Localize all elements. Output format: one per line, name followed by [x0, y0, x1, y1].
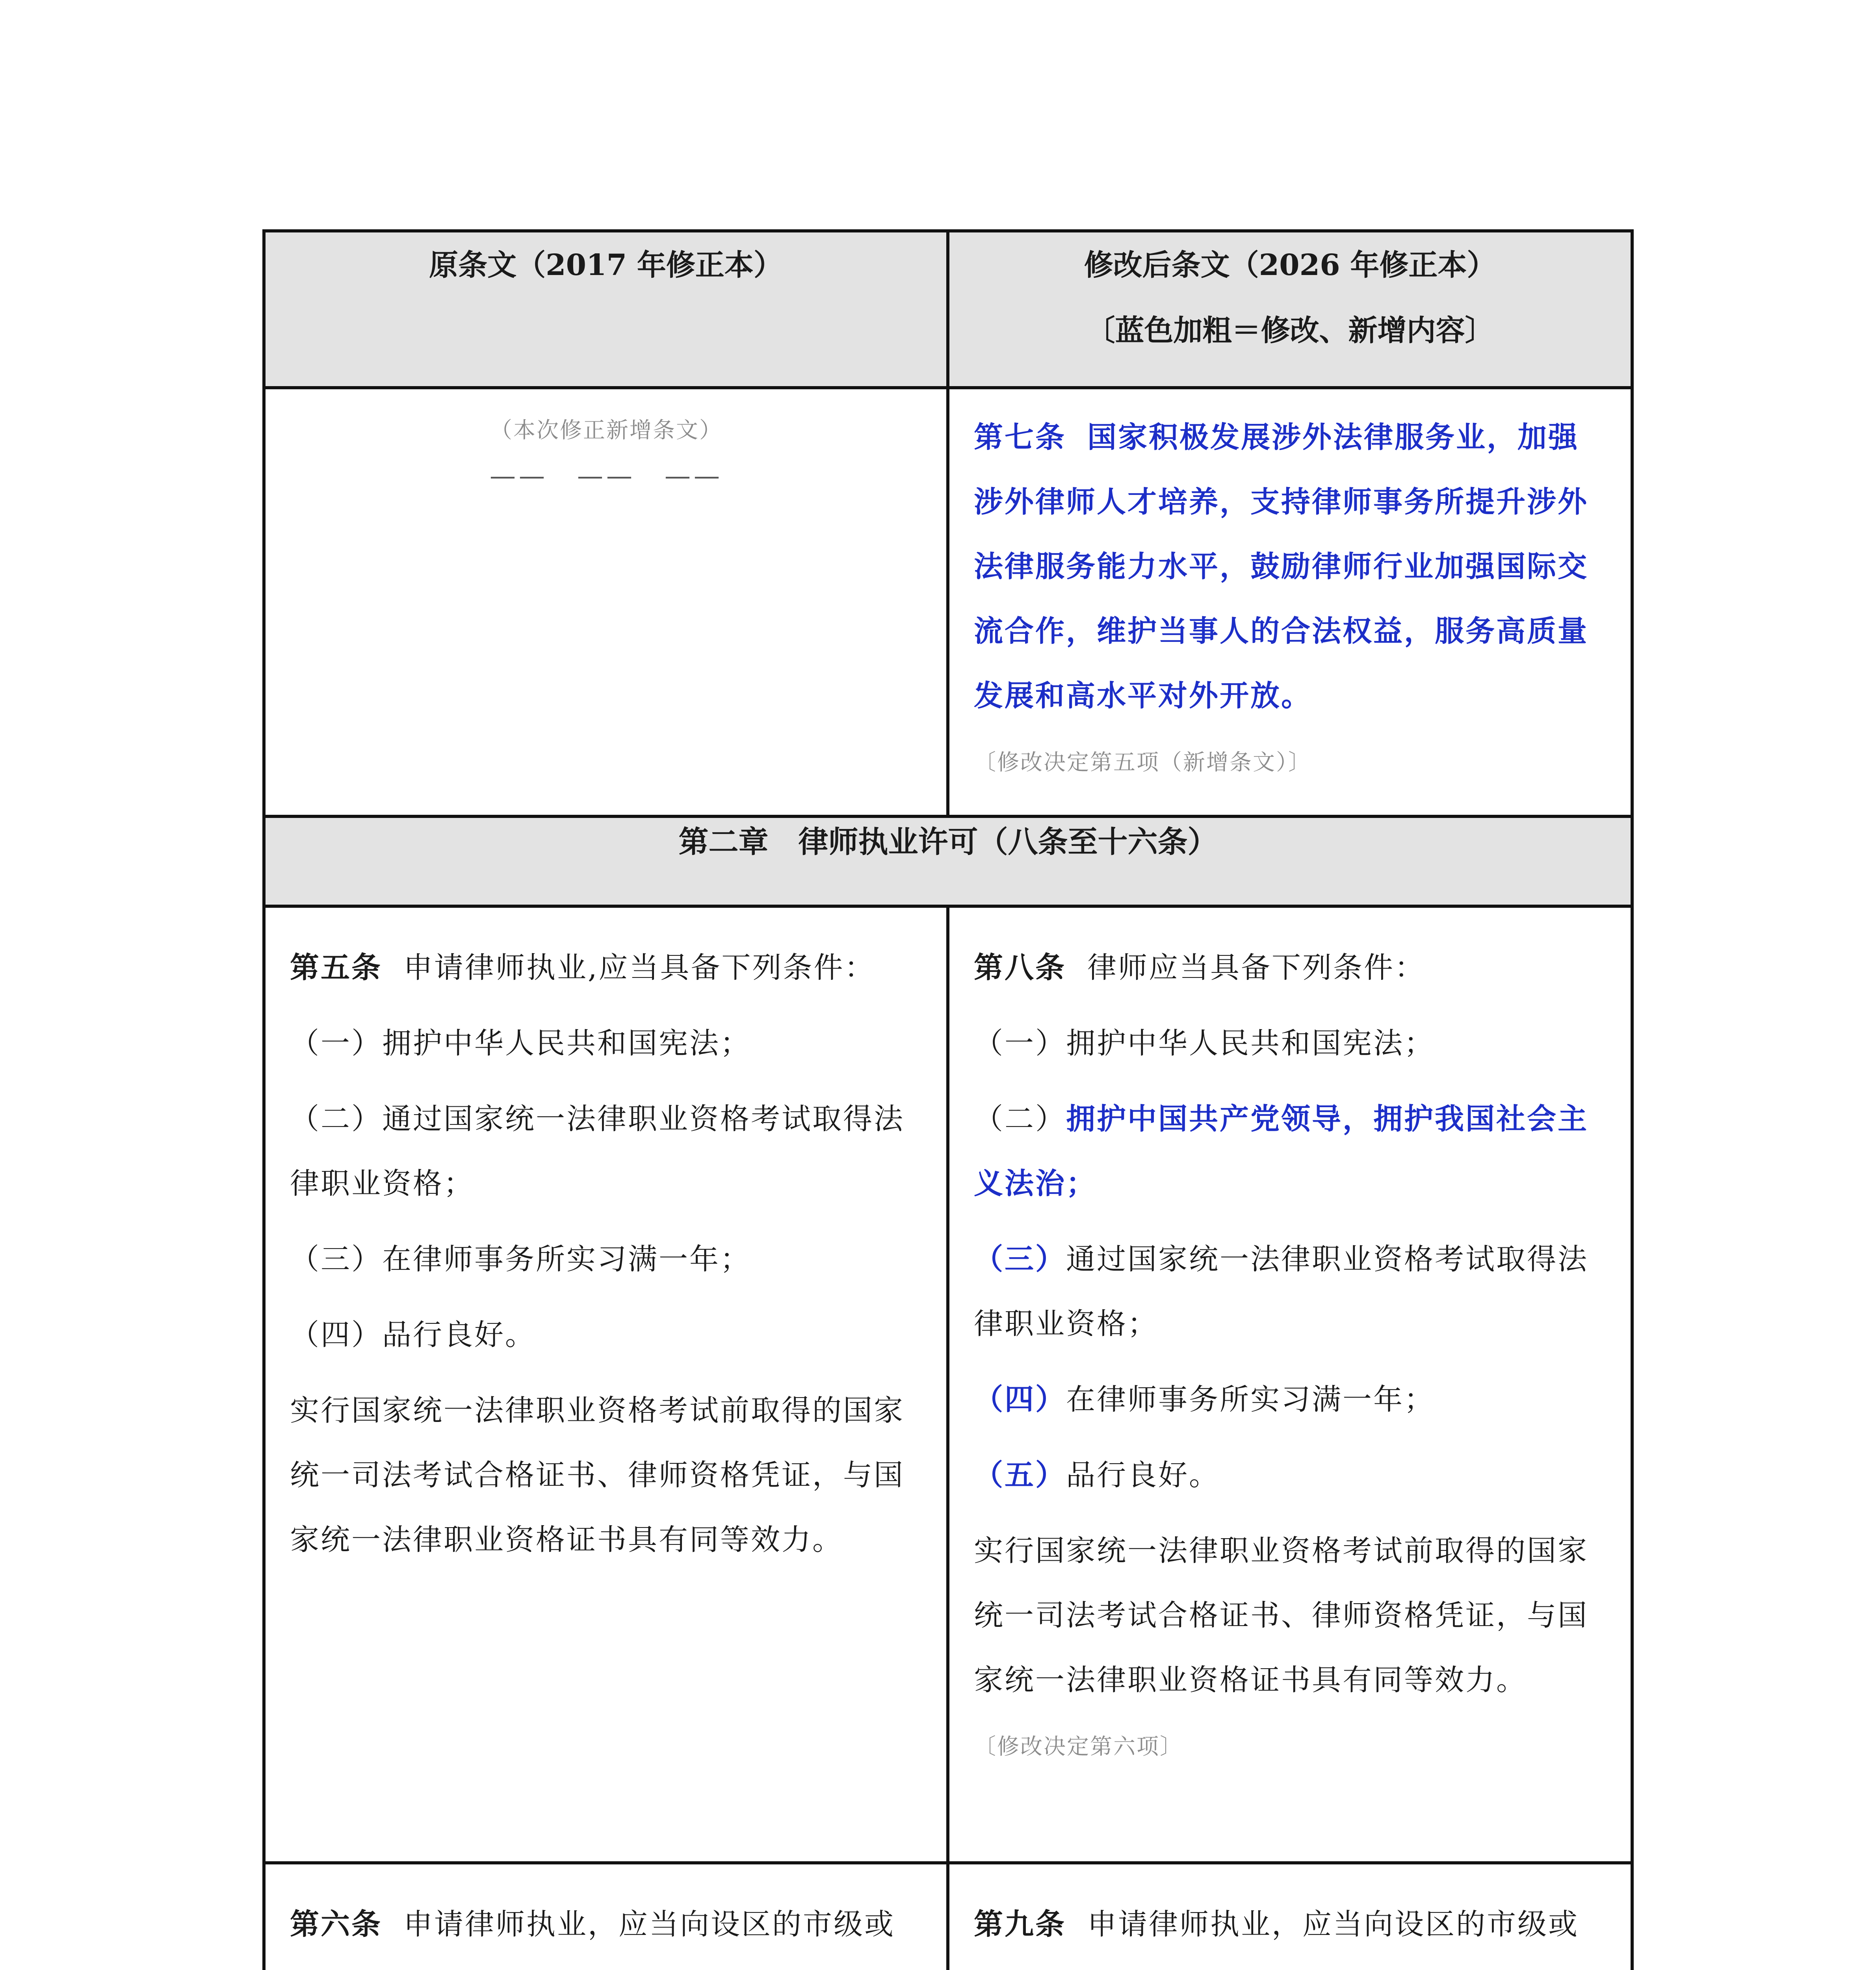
- article-label: 第五条: [290, 951, 382, 985]
- article-text: 国家积极发展涉外法律服务业，加强涉外律师人才培养，支持律师事务所提升涉外法律服务能力水平，鼓励律师行业加强国际交流合作，维护当事人的合法权益，服务高质量发展和高水平对外开放。: [974, 420, 1588, 713]
- article-label: 第九条: [974, 1907, 1066, 1941]
- article-text: 申请律师执业，应当向设区的市级或: [403, 1907, 895, 1941]
- header-original: [264, 231, 948, 388]
- article-text: 申请律师执业,应当具备下列条件：: [403, 951, 875, 985]
- header-revised-label: 修改后条文（2026 年修正本）: [1084, 248, 1496, 282]
- list-item: [974, 1087, 1607, 1216]
- list-item: （二）通过国家统一法律职业资格考试取得法律职业资格；: [290, 1102, 905, 1201]
- list-item: （一）拥护中华人民共和国宪法；: [974, 1026, 1435, 1060]
- table-row: [264, 906, 1632, 1863]
- cell-revised-art7: [948, 388, 1632, 816]
- article-5-intro: [290, 935, 923, 1000]
- cell-revised-art9: [948, 1863, 1632, 1970]
- article-8-intro: [974, 935, 1607, 1000]
- amendment-note: 〔修改决定第六项〕: [974, 1734, 1183, 1760]
- table-row: [264, 1863, 1632, 1970]
- item-text-new: 拥护中国共产党领导，拥护我国社会主义法治；: [974, 1102, 1588, 1201]
- article-text: 申请律师执业，应当向设区的市级或: [1087, 1907, 1579, 1941]
- article-9-intro: [974, 1892, 1607, 1970]
- article-tail: 实行国家统一法律职业资格考试前取得的国家统一司法考试合格证书、律师资格凭证，与国家统一法律职业资格证书具有同等效力。: [974, 1534, 1588, 1697]
- header-original-label: 原条文（2017 年修正本）: [429, 248, 783, 282]
- cell-original-art5: [264, 906, 948, 1863]
- item-text: 在律师事务所实习满一年；: [1066, 1383, 1435, 1416]
- item-number-changed: （五）: [974, 1458, 1066, 1492]
- list-item: [974, 1367, 1607, 1432]
- chapter-title: [264, 816, 1632, 906]
- article-text: 律师应当具备下列条件：: [1087, 951, 1425, 985]
- list-item: （三）在律师事务所实习满一年；: [290, 1242, 751, 1276]
- item-number: （二）: [974, 1102, 1066, 1136]
- article-label: 第六条: [290, 1907, 382, 1941]
- header-revised: [948, 231, 1632, 388]
- list-item: [974, 1227, 1607, 1356]
- list-item: （一）拥护中华人民共和国宪法；: [290, 1026, 751, 1060]
- placeholder-dashes: —— —— ——: [490, 461, 723, 491]
- cell-original-art6: [264, 1863, 948, 1970]
- new-article-note: （本次修正新增条文）: [490, 418, 723, 443]
- item-number-changed: （四）: [974, 1383, 1066, 1416]
- item-text: 通过国家统一法律职业资格考试取得法律职业资格；: [974, 1242, 1588, 1341]
- table-header-row: [264, 231, 1632, 388]
- cell-original-new: [264, 388, 948, 816]
- article-label: 第八条: [974, 951, 1066, 985]
- list-item: （四）品行良好。: [290, 1318, 536, 1352]
- item-text: 品行良好。: [1066, 1458, 1220, 1492]
- amendment-note: 〔修改决定第五项（新增条文）〕: [974, 750, 1311, 775]
- list-item: [974, 1443, 1607, 1507]
- table-row: [264, 388, 1632, 816]
- cell-revised-art8: [948, 906, 1632, 1863]
- chapter-title-text: 第二章 律师执业许可（八条至十六条）: [678, 824, 1218, 859]
- header-legend: 〔蓝色加粗＝修改、新增内容〕: [1086, 314, 1494, 348]
- comparison-table: [262, 229, 1634, 1970]
- article-tail: 实行国家统一法律职业资格考试前取得的国家统一司法考试合格证书、律师资格凭证，与国家统一法律职业资格证书具有同等效力。: [290, 1394, 905, 1557]
- item-number-changed: （三）: [974, 1242, 1066, 1276]
- chapter-row: [264, 816, 1632, 906]
- article-6-intro: [290, 1892, 923, 1970]
- article-label: 第七条: [974, 420, 1066, 454]
- article-7: [974, 405, 1607, 728]
